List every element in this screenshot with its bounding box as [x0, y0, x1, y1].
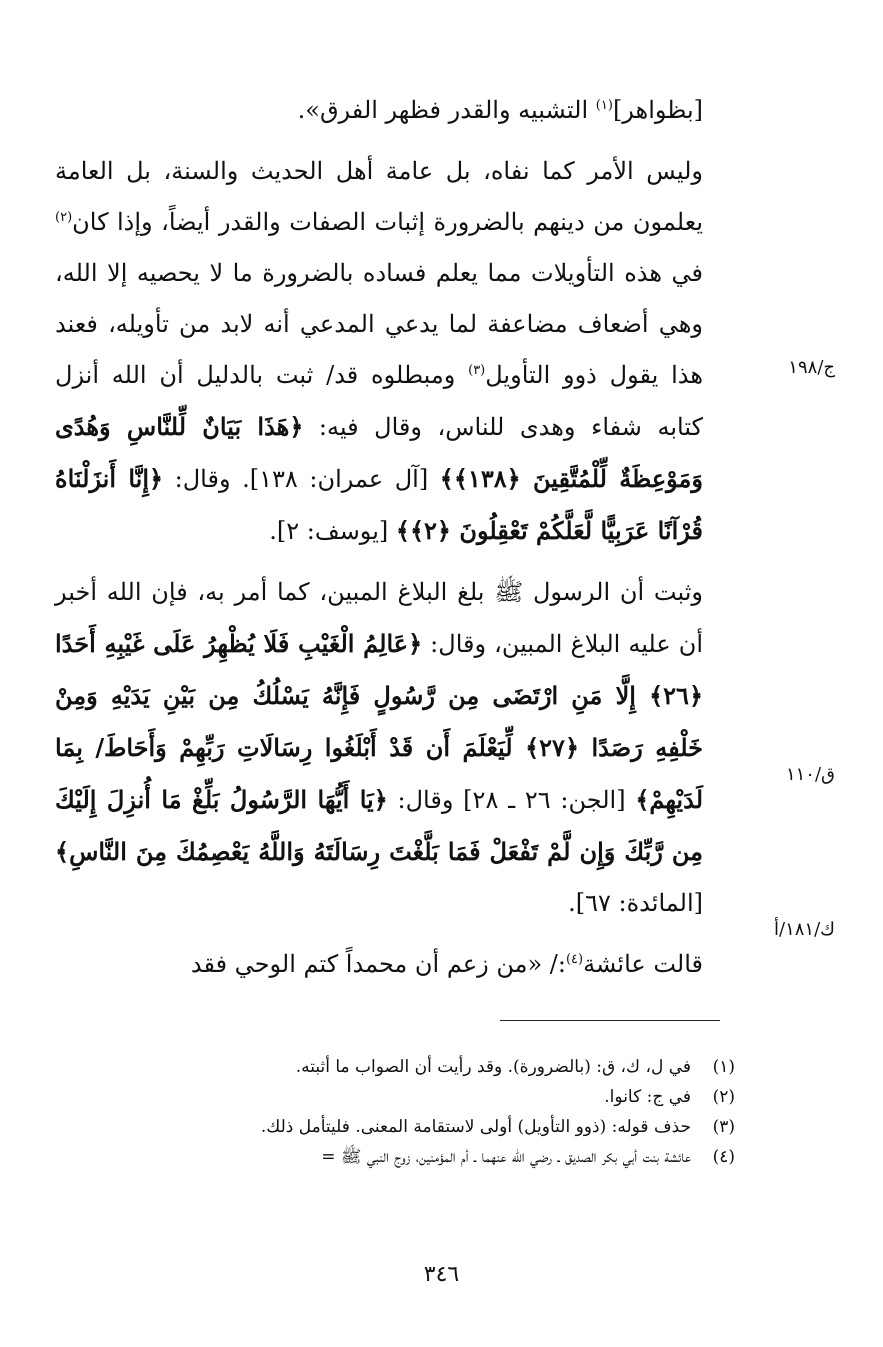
- text-segment: ومبطلوه قد/ ثبت بالدليل أن الله أنزل كتابه شفاء وهدى للناس، وقال فيه:: [55, 361, 703, 441]
- footnote-number: (٢): [712, 1087, 735, 1107]
- footnote-ref-2: (٢): [55, 210, 73, 225]
- footnote-ref-4: (٤): [565, 952, 584, 967]
- page-number: ٣٤٦: [423, 1262, 460, 1287]
- text-segment: في هذه التأويلات مما يعلم فساده بالضرورة ما لا يحصيه إلا الله، وهي أضعاف مضاعفة لما يدعي المدعي أنه لابد من تأويله، فعند هذا يقول ذوو التأويل: [55, 259, 703, 389]
- paragraph-4: [55, 939, 725, 990]
- quran-verse: ﴿إِنَّا أَنزَلْنَاهُ قُرْآنًا عَرَبِيًّا لَّعَلَّكُمْ تَعْقِلُونَ ﴿٢﴾﴾: [55, 464, 703, 545]
- quran-verse: ﴿عَالِمُ الْغَيْبِ فَلَا يُظْهِرُ عَلَى غَيْبِهِ أَحَدًا ﴿٢٦﴾ إِلَّا مَنِ ارْتَضَى مِن رَّسُولٍ فَإِنَّهُ يَسْلُكُ مِن بَيْنِ يَدَيْهِ وَمِنْ خَلْفِهِ رَصَدًا ﴿٢٧﴾ لِّيَعْلَمَ أَن قَدْ أَبْلَغُوا رِسَالَاتِ رَبِّهِمْ وَأَحَاطَ/ بِمَا لَدَيْهِمْ﴾: [55, 629, 703, 814]
- footnote-text: عائشة بنت أبي بكر الصديق ـ رضي الله عنهما ـ أم المؤمنين، زوج النبي ﷺ =: [321, 1147, 691, 1167]
- margin-note-manuscript-k: ك/١٨١/أ: [774, 919, 835, 940]
- footnote-divider: [500, 1020, 720, 1021]
- paragraph-2: [55, 146, 725, 557]
- paragraph-1: [55, 85, 725, 136]
- text-segment: :/ «من زعم أن محمداً كتم الوحي فقد: [190, 950, 566, 978]
- text-segment: وثبت أن الرسول ﷺ بلغ البلاغ المبين، كما أمر به، فإن الله أخبر أن عليه البلاغ المبين، وقال:: [55, 578, 703, 658]
- footnote-number: (٤): [712, 1147, 735, 1167]
- footnote: [60, 1112, 735, 1142]
- text-segment: [بظواهر]: [612, 96, 703, 124]
- footnote-text: في ل، ك، ق: (بالضرورة). وقد رأيت أن الصواب ما أثبته.: [295, 1057, 691, 1077]
- quran-verse: ﴿يَا أَيُّهَا الرَّسُولُ بَلِّغْ مَا أُنزِلَ إِلَيْكَ مِن رَّبِّكَ وَإِن لَّمْ تَفْعَلْ فَمَا بَلَّغْتَ رِسَالَتَهُ وَاللَّهُ يَعْصِمُكَ مِنَ النَّاسِ﴾: [55, 785, 703, 866]
- text-segment: [المائدة: ٦٧].: [568, 889, 703, 917]
- footnote-ref-1: (١): [595, 98, 613, 113]
- footnote-ref-3: (٣): [468, 363, 486, 378]
- footnote: [60, 1052, 735, 1082]
- text-segment: [آل عمران: ١٣٨]. وقال:: [163, 465, 440, 493]
- footnote-text: حذف قوله: (ذوو التأويل) أولى لاستقامة المعنى. فليتأمل ذلك.: [260, 1117, 691, 1137]
- footnote-number: (٣): [712, 1117, 735, 1137]
- text-segment: [يوسف: ٢].: [269, 517, 396, 545]
- text-segment: قالت عائشة: [583, 950, 703, 978]
- footnote: [60, 1142, 735, 1172]
- margin-note-manuscript-q: ق/١١٠: [785, 764, 835, 785]
- footnotes: [60, 1052, 735, 1172]
- text-segment: وليس الأمر كما نفاه، بل عامة أهل الحديث والسنة، بل العامة يعلمون من دينهم بالضرورة إثبات الصفات والقدر أيضاً، وإذا كان: [55, 157, 703, 236]
- text-segment: [الجن: ٢٦ ـ ٢٨] وقال:: [387, 786, 636, 814]
- margin-note-manuscript-j: ج/١٩٨: [788, 357, 835, 378]
- quran-verse: ﴿هَذَا بَيَانٌ لِّلنَّاسِ وَهُدًى وَمَوْعِظَةٌ لِّلْمُتَّقِينَ ﴿١٣٨﴾﴾: [55, 412, 704, 493]
- text-segment: التشبيه والقدر فظهر الفرق».: [297, 96, 596, 124]
- main-text: [55, 85, 725, 990]
- footnote: [60, 1082, 735, 1112]
- footnote-number: (١): [712, 1057, 735, 1077]
- paragraph-3: [55, 567, 725, 929]
- footnote-text: في ج: كانوا.: [604, 1087, 691, 1107]
